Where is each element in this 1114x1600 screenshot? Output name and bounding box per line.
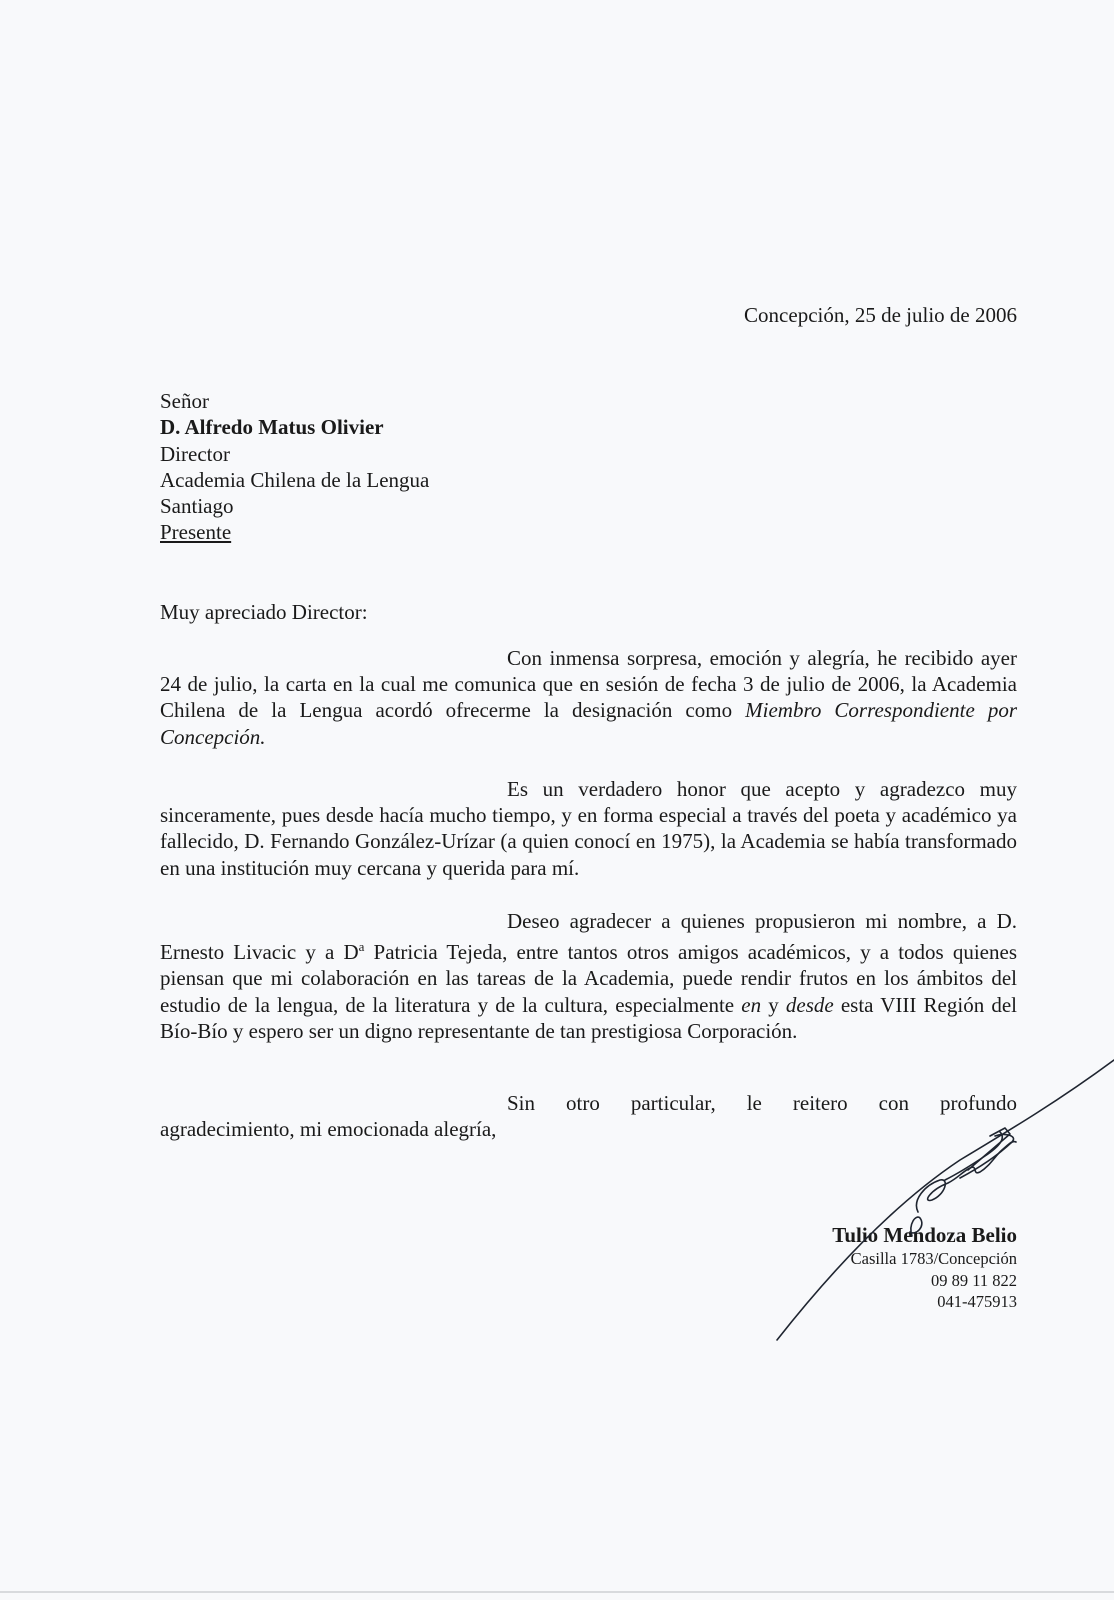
paragraph-1-italic: Miembro Correspondiente por Concepción. <box>160 698 1017 749</box>
recipient-salutation-title: Señor <box>160 389 209 413</box>
paragraph-3-part2: Patricia Tejeda, entre tantos otros amigos académicos, y a todos quienes piensan que mi colaboración en las tareas de la Academia, puede rendir frutos en los ámbitos del estudio de la lengua, de la literatura y de la cultura, especialmente <box>160 940 1017 1017</box>
paragraph-1 <box>160 645 1017 750</box>
recipient-city: Santiago <box>160 494 234 519</box>
closing-line-2: agradecimiento, mi emocionada alegría, <box>160 1117 497 1141</box>
recipient-block <box>160 388 429 546</box>
paragraph-3-italic-desde: desde <box>785 992 834 1017</box>
signer-phone-2: 041-475913 <box>937 1292 1017 1311</box>
recipient-institution: Academia Chilena de la Lengua <box>160 467 430 492</box>
signer-address: Casilla 1783/Concepción <box>850 1249 1017 1268</box>
recipient-presente: Presente <box>160 520 232 545</box>
paragraph-3-italic-en: en <box>741 992 762 1017</box>
paragraph-2: Es un verdadero honor que acepto y agradezco muy sinceramente, pues desde hacía mucho tiempo, y en forma especial a través del poeta y académico ya fallecido, D. Fernando González-Urízar (a quien conocí en 1975), la Academia se había transformado en una institución muy cercana y querida para mí. <box>160 777 1017 880</box>
signer-name: Tulio Mendoza Belio <box>832 1223 1017 1247</box>
signer-phone-1: 09 89 11 822 <box>930 1270 1017 1290</box>
paragraph-3-superscript: a <box>358 939 365 955</box>
closing-line-1: Sin otro particular, le reitero con profundo <box>507 1091 1017 1115</box>
page-edge <box>0 1591 1114 1593</box>
paragraph-3-part1: Deseo agradecer a quienes propusieron mi nombre, a D. Ernesto Livacic y a D <box>160 909 1017 965</box>
paragraph-3-part3: y <box>761 992 786 1017</box>
paragraph-1-text: Con inmensa sorpresa, emoción y alegría, he recibido ayer 24 de julio, la carta en la cual me comunica que en sesión de fecha 3 de julio de 2006, la Academia Chilena de la Lengua acordó ofrecerme la designación como <box>160 646 1017 723</box>
paragraph-3 <box>160 908 1017 1044</box>
signature-block <box>832 1222 1017 1313</box>
paragraph-3-part4: esta VIII Región del Bío-Bío y espero ser un digno representante de tan prestigiosa Corporación. <box>160 992 1018 1043</box>
recipient-position: Director <box>160 441 230 466</box>
greeting: Muy apreciado Director: <box>160 600 368 624</box>
letter-date: Concepción, 25 de julio de 2006 <box>744 303 1017 327</box>
recipient-name: D. Alfredo Matus Olivier <box>160 415 384 440</box>
